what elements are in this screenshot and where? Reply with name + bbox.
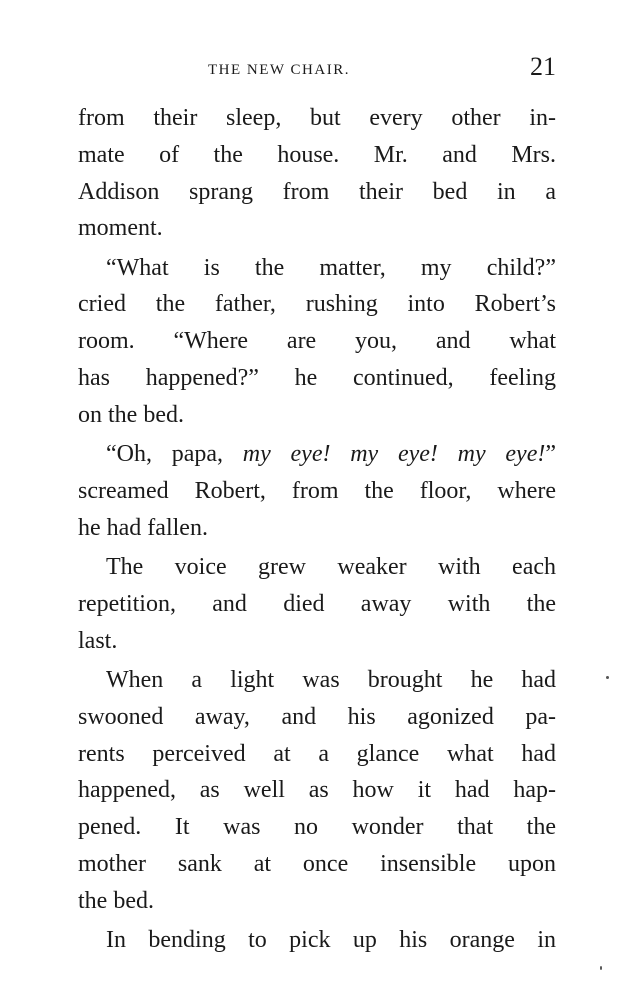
text-line: In bending to pick up his orange in: [106, 927, 556, 954]
text-line: pened. It was no wonder that the: [78, 814, 556, 841]
text-line: last.: [78, 627, 118, 654]
text-line: repetition, and died away with the: [78, 590, 556, 617]
text-line: The voice grew weaker with each: [106, 554, 556, 581]
text-line-mixed: [78, 436, 556, 473]
text-line: has happened?” he continued, feeling: [78, 365, 556, 392]
print-speck: [606, 676, 609, 679]
italic-exclamation: my eye! my eye! my eye!: [242, 441, 546, 468]
text-line: mother sank at once insensible upon: [78, 850, 556, 877]
text-line: rents perceived at a glance what had: [78, 740, 556, 767]
running-title: THE NEW CHAIR.: [208, 62, 350, 78]
text-line: Addison sprang from their bed in a: [78, 178, 556, 205]
running-head: [78, 52, 556, 86]
text-line: he had fallen.: [78, 514, 208, 541]
quote-prefix: “Oh, papa,: [106, 441, 243, 468]
text-line: When a light was brought he had: [106, 666, 556, 693]
text-line: “What is the matter, my child?”: [106, 254, 556, 281]
body-text: [78, 100, 556, 959]
text-line: swooned away, and his agonized pa-: [78, 703, 556, 730]
text-line: room. “Where are you, and what: [78, 328, 556, 355]
text-line: mate of the house. Mr. and Mrs.: [78, 141, 556, 168]
text-line: cried the father, rushing into Robert’s: [78, 291, 556, 318]
quote-suffix: ”: [545, 441, 556, 468]
text-line: happened, as well as how it had hap-: [78, 777, 556, 804]
text-line: moment.: [78, 215, 163, 242]
text-line: from their sleep, but every other in-: [78, 105, 556, 131]
print-speck: [600, 966, 602, 970]
text-line: the bed.: [78, 887, 154, 914]
text-line: screamed Robert, from the floor, where: [78, 477, 556, 504]
page-number: 21: [530, 52, 556, 81]
text-line: on the bed.: [78, 401, 184, 428]
